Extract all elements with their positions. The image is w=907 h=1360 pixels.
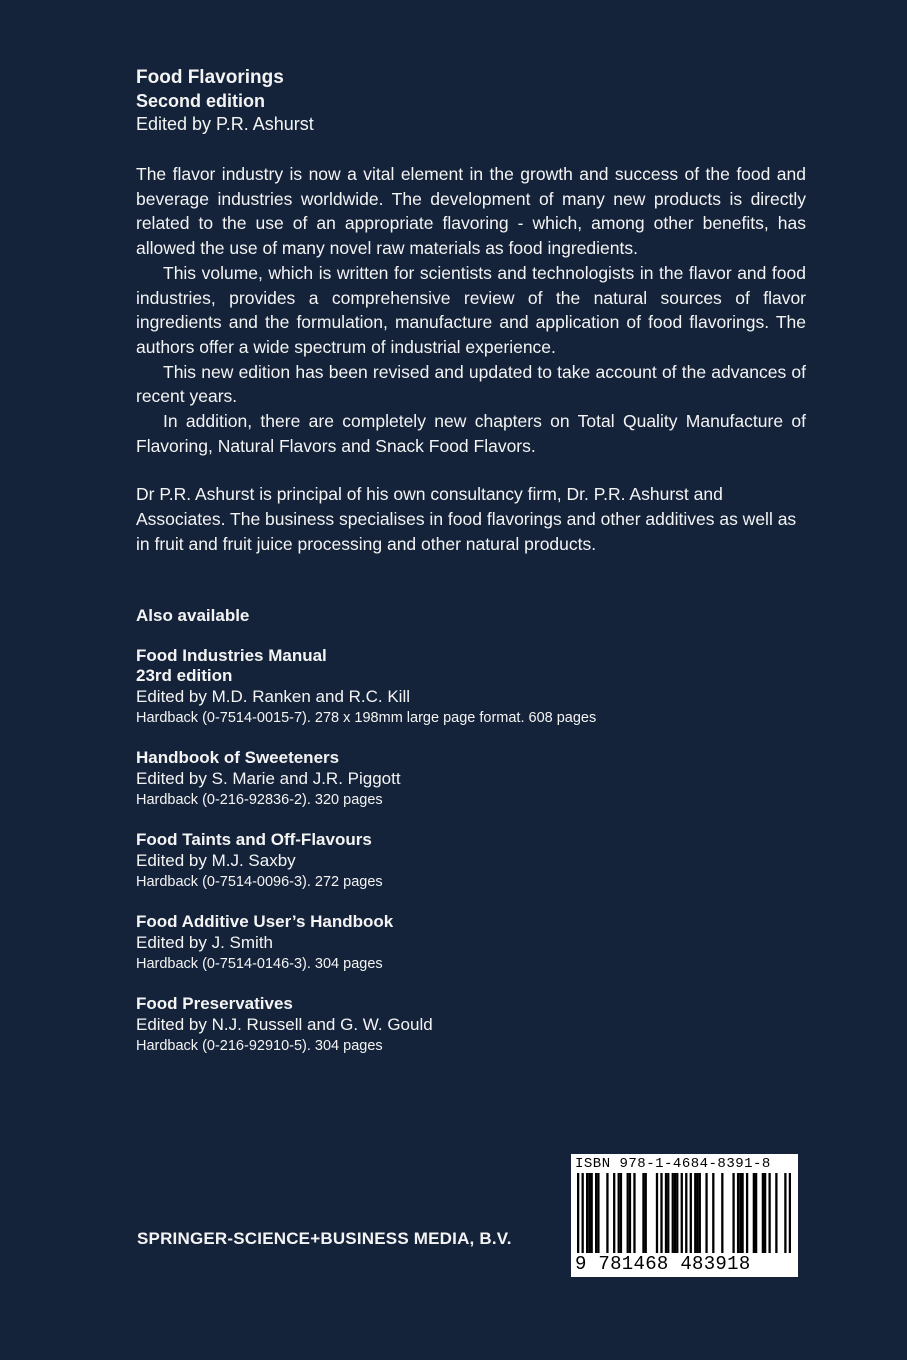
related-book-title: Food Preservatives <box>136 993 293 1013</box>
barcode-bar <box>665 1173 667 1253</box>
related-book <box>136 646 806 728</box>
barcode-bar <box>764 1173 766 1253</box>
related-book <box>136 830 806 892</box>
related-book-details: Hardback (0-7514-0146-3). 304 pages <box>136 955 383 972</box>
barcode-bar <box>672 1173 674 1253</box>
barcode-bar <box>618 1173 620 1253</box>
barcode-bar <box>674 1173 676 1253</box>
barcode-digits: 9 781468 483918 <box>575 1253 751 1275</box>
barcode-bar <box>586 1173 588 1253</box>
barcode-bar <box>768 1173 770 1253</box>
related-book-title: Food Additive User’s Handbook <box>136 911 394 931</box>
book-title: Food Flavorings <box>136 67 284 88</box>
barcode-bar <box>667 1173 669 1253</box>
barcode-bar <box>705 1173 707 1253</box>
barcode-bar <box>620 1173 622 1253</box>
cover-content <box>136 66 806 1056</box>
related-book <box>136 912 806 974</box>
also-available-heading: Also available <box>136 605 250 625</box>
barcode-bar <box>681 1173 683 1253</box>
barcode-bar <box>755 1173 757 1253</box>
related-book-editor: Edited by M.J. Saxby <box>136 850 296 870</box>
description-paragraph: This new edition has been revised and updated to take account of the advances of recent years. <box>136 361 806 407</box>
barcode-bar <box>633 1173 635 1253</box>
related-book-title: Food Taints and Off-Flavours <box>136 829 372 849</box>
barcode-bar <box>694 1173 696 1253</box>
description-paragraph: This volume, which is written for scientists and technologists in the flavor and food industries, provides a comprehensive review of the natural sources of flavor ingredients and the formulation, manufacture and application of food flavorings. The authors offer a wide spectrum of industrial experience. <box>136 262 806 357</box>
related-book-editor: Edited by N.J. Russell and G. W. Gould <box>136 1014 433 1034</box>
barcode-bar <box>642 1173 644 1253</box>
barcode-bar <box>712 1173 714 1253</box>
barcode-bar <box>656 1173 658 1253</box>
related-book-editor: Edited by J. Smith <box>136 932 274 952</box>
barcode-bar <box>775 1173 777 1253</box>
barcode-bar <box>597 1173 599 1253</box>
barcode-bar <box>739 1173 741 1253</box>
barcode-bar <box>737 1173 739 1253</box>
isbn-barcode <box>571 1154 798 1277</box>
barcode-bar <box>721 1173 723 1253</box>
barcode-bar <box>690 1173 692 1253</box>
related-book-editor: Edited by M.D. Ranken and R.C. Kill <box>136 686 411 706</box>
about-author <box>136 482 806 556</box>
barcode-bar <box>595 1173 597 1253</box>
barcode-bar <box>606 1173 608 1253</box>
book-editor: Edited by P.R. Ashurst <box>136 114 314 134</box>
barcode-bar <box>645 1173 647 1253</box>
related-book-title: Food Industries Manual <box>136 645 327 665</box>
also-available-list <box>136 646 806 1056</box>
barcode-bar <box>591 1173 593 1253</box>
barcode-bar <box>784 1173 786 1253</box>
related-book-title: Handbook of Sweeteners <box>136 747 340 767</box>
barcode-bar <box>789 1173 791 1253</box>
related-book-details: Hardback (0-7514-0096-3). 272 pages <box>136 873 383 890</box>
description-paragraph: The flavor industry is now a vital element in the growth and success of the food and beverage industries worldwide. The development of many new products is directly related to the use of an appropriate flavoring - which, among other benefits, has allowed the use of many novel raw materials as food ingredients. <box>136 164 806 259</box>
barcode-bar <box>699 1173 701 1253</box>
barcode-bar <box>627 1173 629 1253</box>
barcode-bar <box>746 1173 748 1253</box>
related-book-details: Hardback (0-7514-0015-7). 278 x 198mm large page format. 608 pages <box>136 709 597 726</box>
description <box>136 162 806 458</box>
barcode-bar <box>685 1173 687 1253</box>
book-edition: Second edition <box>136 91 266 111</box>
related-book <box>136 748 806 810</box>
isbn-label: ISBN 978-1-4684-8391-8 <box>575 1156 771 1172</box>
barcode-bar <box>676 1173 678 1253</box>
barcode-bar <box>753 1173 755 1253</box>
barcode-bars <box>577 1173 791 1253</box>
barcode-bar <box>762 1173 764 1253</box>
related-book-details: Hardback (0-216-92836-2). 320 pages <box>136 791 383 808</box>
description-paragraph: In addition, there are completely new chapters on Total Quality Manufacture of Flavoring, Natural Flavors and Snack Food Flavors. <box>136 411 806 456</box>
about-author-text: Dr P.R. Ashurst is principal of his own consultancy firm, Dr. P.R. Ashurst and Associates. The business specialises in food flavorings and other additives as well as in fruit and fruit juice processing and other natural products. <box>136 484 797 554</box>
barcode-bar <box>629 1173 631 1253</box>
barcode-bar <box>741 1173 743 1253</box>
related-book-details: Hardback (0-216-92910-5). 304 pages <box>136 1037 383 1054</box>
barcode-bar <box>660 1173 662 1253</box>
publisher-name: SPRINGER-SCIENCE+BUSINESS MEDIA, B.V. <box>137 1229 512 1248</box>
barcode-bar <box>613 1173 615 1253</box>
related-book-edition: 23rd edition <box>136 665 233 685</box>
barcode-bar <box>732 1173 734 1253</box>
barcode-bar <box>588 1173 590 1253</box>
barcode-bar <box>582 1173 584 1253</box>
barcode-bar <box>577 1173 579 1253</box>
related-book-editor: Edited by S. Marie and J.R. Piggott <box>136 768 401 788</box>
barcode-bar <box>696 1173 698 1253</box>
related-book <box>136 994 806 1056</box>
